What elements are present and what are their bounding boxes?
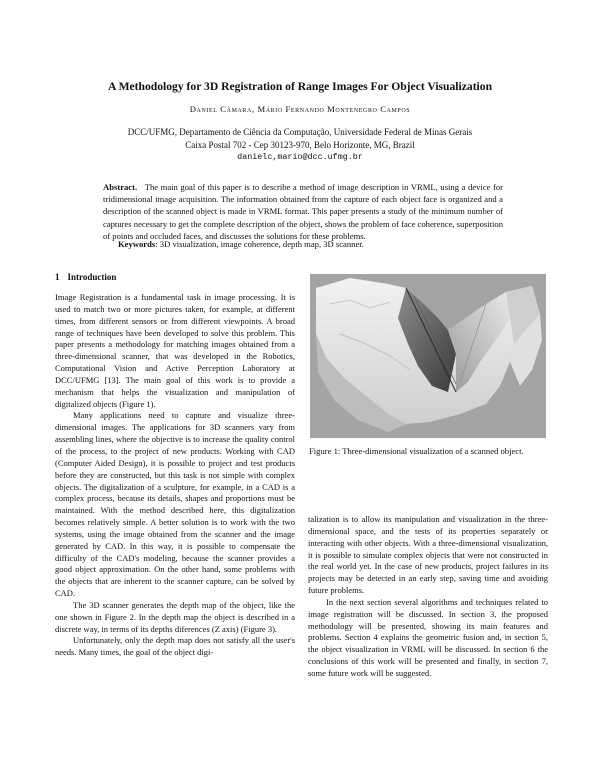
section-number: 1 bbox=[55, 272, 60, 282]
figure-1 bbox=[310, 274, 546, 438]
right-column bbox=[308, 514, 548, 680]
affiliation-line-1: DCC/UFMG, Departamento de Ciência da Computação, Universidade Federal de Minas Gerais bbox=[127, 127, 473, 137]
left-paragraph-4: Unfortunately, only the depth map does not satisfy all the user's needs. Many times, the goal of the object digi- bbox=[55, 635, 295, 658]
depth-map-3d-render-image bbox=[310, 274, 546, 438]
author-email: danielc,mario@dcc.ufmg.br bbox=[237, 152, 363, 162]
abstract-text: The main goal of this paper is to describe a method of image description in VRML, using a device for tridimensional image acquisition. The information obtained from the capture of each object face is organized and a description of the scanned object is made in VRML format. This paper presents a study of the minimum number of captures necessary to get the complete description of the object, shows the problem of face coherence, superposition of points and occluded faces, and discusses the solutions for these problems. bbox=[103, 182, 503, 241]
section-heading bbox=[55, 272, 116, 282]
left-paragraph-3: The 3D scanner generates the depth map of the object, like the one shown in Figure 2. In the depth map the object is described in a discrete way, in terms of its depths diferences (Z axis) (Figure 3). bbox=[55, 599, 295, 634]
left-paragraph-1: Image Registration is a fundamental task in image processing. It is used to match two or more pictures taken, for example, at different times, from different sensors or from different viewpoints. A broad range of techniques have been developed to solve this problem. This paper presents a methodology for matching images obtained from a three-dimensional scanner, that was developed in the Robotics, Computational Vision and Active Perception Laboratory at DCC/UFMG [13]. The main goal of this work is to provide a mechanism that helps the visualization and manipulation of digitalized objects (Figure 1). bbox=[55, 292, 295, 409]
paper-authors: Daniel Câmara, Mário Fernando Montenegro Campos bbox=[189, 104, 411, 114]
right-paragraph-2: In the next section several algorithms and techniques related to image registration will be discussed. In section 3, the proposed methodology will be presented, showing its main features and problems. Section 4 explains the geometric fusion and, in section 5, the object visualization in VRML will be discussed. In section 6 the conclusions of this work will be presented and finally, in section 7, some future work will be suggested. bbox=[308, 596, 548, 678]
keywords bbox=[118, 239, 508, 249]
section-title: Introduction bbox=[67, 272, 117, 282]
abstract bbox=[103, 181, 503, 242]
affiliation-line-2: Caixa Postal 702 - Cep 30123-970, Belo Horizonte, MG, Brazil bbox=[185, 140, 415, 150]
keywords-text: : 3D visualization, image coherence, depth map, 3D scanner. bbox=[155, 239, 364, 249]
left-column bbox=[55, 292, 295, 659]
left-paragraph-2: Many applications need to capture and visualize three-dimensional images. The applications for 3D scanners vary from assembling lines, where the objective is to increase the quality control of the process, to the project of new products. Working with CAD (Computer Aided Design), it is possible to project and test products before they are constructed, but this task is not simple with complex objects. The digitalization of a sculpture, for example, in a CAD is a complex process, because its details, shapes and proportions must be maintained. With the method described here, this digitalization becomes relatively simple. A better solution is to work with the two systems, using the image obtained from the scanner and the image generated by CAD. In this way, it is possible to compensate the difficulty of the CAD's modeling, because the scanner provides a good object approximation. On the other hand, some problems with the objects that are inherent to the scanner capture, can be solved by CAD. bbox=[55, 410, 295, 599]
paper-title: A Methodology for 3D Registration of Range Images For Object Visualization bbox=[107, 80, 493, 93]
figure-1-caption: Figure 1: Three-dimensional visualization of a scanned object. bbox=[309, 446, 524, 456]
abstract-label: Abstract. bbox=[103, 182, 138, 192]
right-paragraph-1: talization is to allow its manipulation and visualization in the three-dimensional space, and the tests of its properties separately or interacting with other objects. With a three-dimensional visualization, it is possible to simulate complex objects that were not constructed in the real world yet. In the case of new products, project failures in its projects may be detected in an early step, saving time and avoiding future problems. bbox=[308, 514, 548, 596]
keywords-label: Keywords bbox=[118, 239, 156, 249]
